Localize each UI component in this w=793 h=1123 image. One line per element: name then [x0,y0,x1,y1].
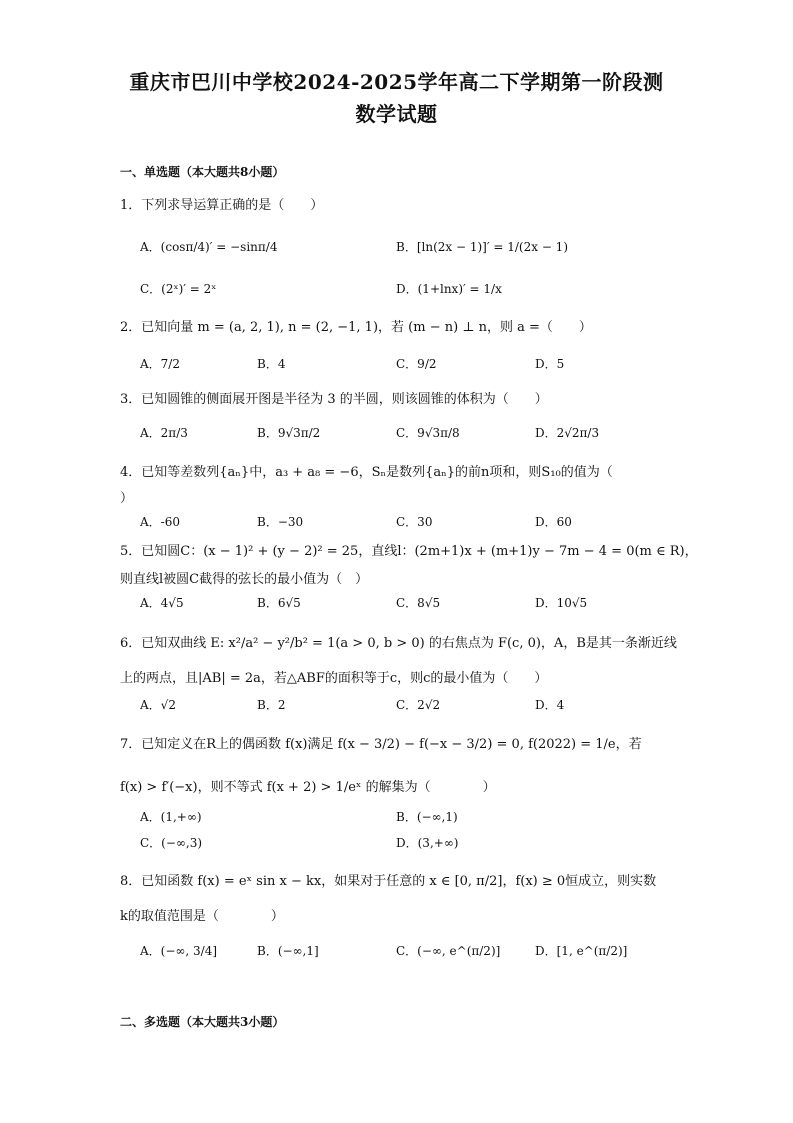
question-3-stem: 3．已知圆锥的侧面展开图是半径为 3 的半圆，则该圆锥的体积为（ ） [120,392,548,407]
question-8-option-a: A．(−∞, 3/4] [140,944,218,958]
question-4-stem-cont: ） [120,491,134,506]
question-5-stem-cont: 则直线l被圆C截得的弦长的最小值为（ ） [120,572,369,587]
question-6-option-d: D．4 [535,698,565,712]
question-6-option-b: B．2 [257,698,286,712]
exam-subtitle: 数学试题 [355,102,438,126]
question-8-option-c: C．(−∞, e^(π/2)] [396,944,501,958]
question-6-stem: 6．已知双曲线 E: x²/a² − y²/b² = 1(a > 0, b > 0) 的右焦点为 F(c, 0)，A，B是其一条渐近线 [120,636,677,651]
question-4-option-a: A．-60 [140,515,180,529]
question-5-stem: 5．已知圆C：(x − 1)² + (y − 2)² = 25，直线l：(2m+1)x + (m+1)y − 7m − 4 = 0(m ∈ R)， [120,544,698,559]
question-3-option-c: C．9√3π/8 [396,426,460,440]
question-5-option-c: C．8√5 [396,596,441,610]
question-2-stem: 2．已知向量 m = (a, 2, 1), n = (2, −1, 1)，若 (m − n) ⊥ n，则 a =（ ） [120,320,592,335]
question-7-stem: 7．已知定义在R上的偶函数 f(x)满足 f(x − 3/2) − f(−x − 3/2) = 0, f(2022) = 1/e，若 [120,737,642,752]
question-7-option-b: B．(−∞,1) [396,810,458,824]
section-heading-single-choice: 一、单选题（本大题共8小题） [120,165,285,179]
question-4-option-b: B．−30 [257,515,304,529]
question-8-stem: 8．已知函数 f(x) = eˣ sin x − kx，如果对于任意的 x ∈ [0, π/2]，f(x) ≥ 0恒成立，则实数 [120,874,657,889]
question-4-option-d: D．60 [535,515,572,529]
question-2-option-a: A．7/2 [140,357,180,371]
question-2-option-d: D．5 [535,357,565,371]
question-1-stem: 1．下列求导运算正确的是（ ） [120,198,324,213]
question-5-option-b: B．6√5 [257,596,301,610]
exam-title: 重庆市巴川中学校2024-2025学年高二下学期第一阶段测 [129,70,664,94]
question-5-option-a: A．4√5 [140,596,184,610]
question-3-option-a: A．2π/3 [140,426,188,440]
question-4-stem: 4．已知等差数列{aₙ}中，a₃ + a₈ = −6，Sₙ是数列{aₙ}的前n项和，则S₁₀的值为（ [120,465,613,480]
question-2-option-b: B．4 [257,357,286,371]
question-7-option-a: A．(1,+∞) [140,810,202,824]
question-7-option-d: D．(3,+∞) [396,836,459,850]
question-3-option-b: B．9√3π/2 [257,426,321,440]
section-heading-multiple-choice: 二、多选题（本大题共3小题） [120,1015,285,1029]
question-5-option-d: D．10√5 [535,596,588,610]
question-1-option-b: B．[ln(2x − 1)]′ = 1/(2x − 1) [396,240,569,254]
question-8-option-b: B．(−∞,1] [257,944,319,958]
question-1-option-c: C．(2ˣ)′ = 2ˣ [140,282,217,296]
question-6-option-c: C．2√2 [396,698,441,712]
question-8-option-d: D．[1, e^(π/2)] [535,944,628,958]
question-7-option-c: C．(−∞,3) [140,836,203,850]
question-1-option-a: A．(cosπ/4)′ = −sinπ/4 [140,240,278,254]
question-2-option-c: C．9/2 [396,357,437,371]
question-8-stem-cont: k的取值范围是（ ） [120,909,284,924]
question-4-option-c: C．30 [396,515,433,529]
question-1-option-d: D．(1+lnx)′ = 1/x [396,282,502,296]
question-7-stem-cont: f(x) > f′(−x)，则不等式 f(x + 2) > 1/eˣ 的解集为（ ） [120,780,496,795]
question-6-stem-cont: 上的两点，且|AB| = 2a，若△ABF的面积等于c，则c的最小值为（ ） [120,671,548,686]
question-3-option-d: D．2√2π/3 [535,426,600,440]
question-6-option-a: A．√2 [140,698,176,712]
